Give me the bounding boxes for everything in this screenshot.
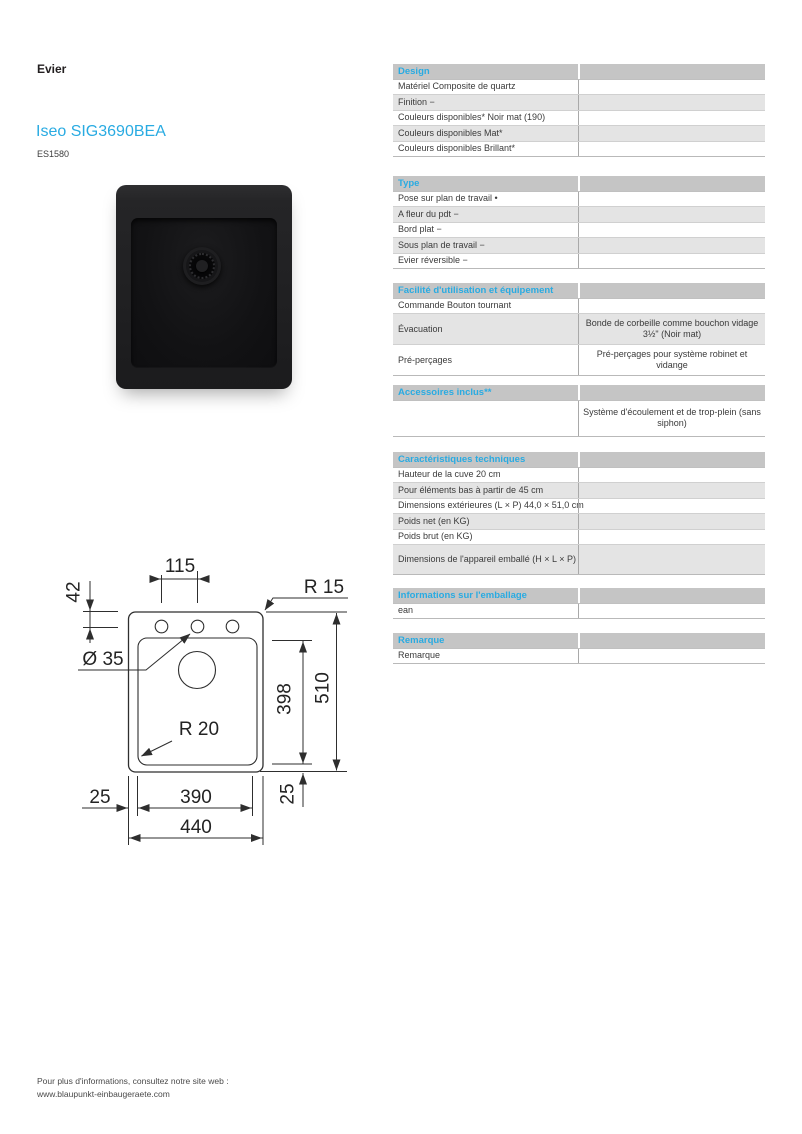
row-value bbox=[578, 545, 765, 574]
table-row bbox=[393, 649, 765, 665]
sink-drain-icon bbox=[183, 247, 221, 285]
table-row bbox=[393, 254, 765, 270]
row-label: Poids brut (en KG) bbox=[398, 531, 473, 542]
leader-r20 bbox=[142, 741, 173, 756]
type-table bbox=[393, 176, 765, 269]
footer-website-url: www.blaupunkt-einbaugeraete.com bbox=[37, 1089, 170, 1099]
remark-table bbox=[393, 633, 765, 664]
table-header bbox=[393, 176, 765, 192]
section-title: Type bbox=[398, 177, 420, 189]
row-label: Dimensions extérieures (L × P) 44,0 × 51,0 cm bbox=[398, 500, 584, 511]
dim-label-hole-spacing: 115 bbox=[164, 556, 196, 577]
row-label: Evier réversible − bbox=[398, 255, 468, 266]
row-value: Bonde de corbeille comme bouchon vidage 3½" (Noir mat) bbox=[578, 314, 765, 344]
accessories-table bbox=[393, 385, 765, 437]
row-label: Dimensions de l'appareil emballé (H × L × P) bbox=[398, 553, 576, 564]
table-row bbox=[393, 604, 765, 620]
table-row bbox=[393, 126, 765, 142]
product-code: ES1580 bbox=[37, 149, 70, 159]
row-value bbox=[578, 254, 765, 269]
table-row bbox=[393, 401, 765, 437]
table-row bbox=[393, 499, 765, 515]
row-label: Évacuation bbox=[398, 323, 443, 334]
product-photo-sink bbox=[116, 185, 292, 389]
row-label: Poids net (en KG) bbox=[398, 515, 470, 526]
table-row bbox=[393, 142, 765, 158]
row-label: Commande Bouton tournant bbox=[398, 300, 512, 311]
row-value bbox=[578, 514, 765, 529]
row-label: Couleurs disponibles Mat* bbox=[398, 127, 503, 138]
table-row bbox=[393, 207, 765, 223]
row-value bbox=[578, 192, 765, 207]
table-header bbox=[393, 588, 765, 604]
table-row bbox=[393, 238, 765, 254]
table-row bbox=[393, 192, 765, 208]
section-title: Design bbox=[398, 65, 430, 77]
row-value bbox=[578, 468, 765, 483]
table-row bbox=[393, 80, 765, 96]
sink-basin bbox=[131, 218, 277, 368]
row-label: Couleurs disponibles Brillant* bbox=[398, 143, 516, 154]
section-title: Facilité d'utilisation et équipement bbox=[398, 284, 554, 296]
row-value bbox=[578, 80, 765, 95]
row-value bbox=[578, 604, 765, 619]
row-label: Sous plan de travail − bbox=[398, 239, 485, 250]
header-spacer bbox=[578, 385, 765, 400]
table-row bbox=[393, 299, 765, 315]
row-value: Pré-perçages pour système robinet et vidange bbox=[578, 345, 765, 375]
usability-table bbox=[393, 283, 765, 376]
table-header bbox=[393, 283, 765, 299]
dim-label-basin-corner-radius: R 20 bbox=[178, 719, 220, 740]
section-title: Caractéristiques techniques bbox=[398, 453, 526, 465]
category-title: Evier bbox=[37, 62, 67, 76]
row-value bbox=[578, 530, 765, 545]
header-spacer bbox=[578, 176, 765, 191]
row-label: Couleurs disponibles* Noir mat (190) bbox=[398, 112, 546, 123]
header-spacer bbox=[578, 64, 765, 79]
row-label: A fleur du pdt − bbox=[398, 208, 459, 219]
specs-table bbox=[393, 452, 765, 575]
section-title: Accessoires inclus** bbox=[398, 386, 492, 398]
drain-hole bbox=[179, 652, 216, 689]
row-value bbox=[578, 499, 765, 514]
dim-label-left-inset: 25 bbox=[89, 787, 111, 808]
table-row bbox=[393, 314, 765, 345]
dim-label-total-depth: 510 bbox=[312, 672, 334, 704]
table-row bbox=[393, 345, 765, 376]
design-table bbox=[393, 64, 765, 157]
row-value bbox=[578, 95, 765, 110]
header-spacer bbox=[578, 283, 765, 298]
leader-r15 bbox=[265, 598, 348, 610]
footer bbox=[37, 1075, 229, 1101]
table-row bbox=[393, 95, 765, 111]
row-value bbox=[578, 649, 765, 664]
table-row bbox=[393, 111, 765, 127]
table-header bbox=[393, 64, 765, 80]
dim-label-corner-radius: R 15 bbox=[303, 577, 345, 598]
drain-knob-icon bbox=[196, 260, 208, 272]
table-row bbox=[393, 483, 765, 499]
row-value: Système d'écoulement et de trop-plein (sans siphon) bbox=[578, 401, 765, 436]
dim-lines-42 bbox=[83, 581, 118, 643]
row-value bbox=[578, 299, 765, 314]
header-spacer bbox=[578, 588, 765, 603]
row-value bbox=[578, 126, 765, 141]
table-header bbox=[393, 633, 765, 649]
table-row bbox=[393, 514, 765, 530]
tap-hole-left bbox=[155, 620, 168, 633]
section-title: Remarque bbox=[398, 634, 445, 646]
row-value bbox=[578, 483, 765, 498]
table-row bbox=[393, 545, 765, 575]
table-row bbox=[393, 223, 765, 239]
dim-label-total-width: 440 bbox=[180, 817, 212, 838]
tap-hole-right bbox=[226, 620, 239, 633]
section-title: Informations sur l'emballage bbox=[398, 589, 527, 601]
row-label: Hauteur de la cuve 20 cm bbox=[398, 469, 501, 480]
dim-label-hole-diameter: Ø 35 bbox=[82, 649, 124, 670]
row-label: Remarque bbox=[398, 650, 441, 661]
basin-outline bbox=[138, 638, 257, 765]
dim-label-basin-depth: 398 bbox=[274, 683, 296, 715]
row-label: Pour éléments bas à partir de 45 cm bbox=[398, 484, 544, 495]
dim-label-bottom-inset: 25 bbox=[277, 783, 299, 805]
row-label: Bord plat − bbox=[398, 224, 442, 235]
technical-drawing bbox=[50, 548, 360, 870]
tap-hole-middle bbox=[191, 620, 204, 633]
footer-info-text: Pour plus d'informations, consultez notre site web : bbox=[37, 1076, 229, 1086]
header-spacer bbox=[578, 452, 765, 467]
row-label: ean bbox=[398, 605, 414, 616]
table-row bbox=[393, 468, 765, 484]
table-row bbox=[393, 530, 765, 546]
row-label: Matériel Composite de quartz bbox=[398, 81, 516, 92]
dim-label-basin-width: 390 bbox=[180, 787, 212, 808]
row-value bbox=[578, 223, 765, 238]
header-spacer bbox=[578, 633, 765, 648]
row-value bbox=[578, 142, 765, 157]
product-name: Iseo SIG3690BEA bbox=[36, 123, 166, 140]
row-value bbox=[578, 207, 765, 222]
dim-label-hole-offset: 42 bbox=[63, 581, 85, 603]
sink-outline bbox=[129, 612, 264, 772]
row-label: Pose sur plan de travail • bbox=[398, 193, 498, 204]
row-label: Pré-perçages bbox=[398, 354, 453, 365]
table-header bbox=[393, 385, 765, 401]
table-header bbox=[393, 452, 765, 468]
row-value bbox=[578, 238, 765, 253]
packaging-table bbox=[393, 588, 765, 619]
row-value bbox=[578, 111, 765, 126]
row-label: Finition − bbox=[398, 96, 435, 107]
row-label bbox=[393, 401, 578, 436]
